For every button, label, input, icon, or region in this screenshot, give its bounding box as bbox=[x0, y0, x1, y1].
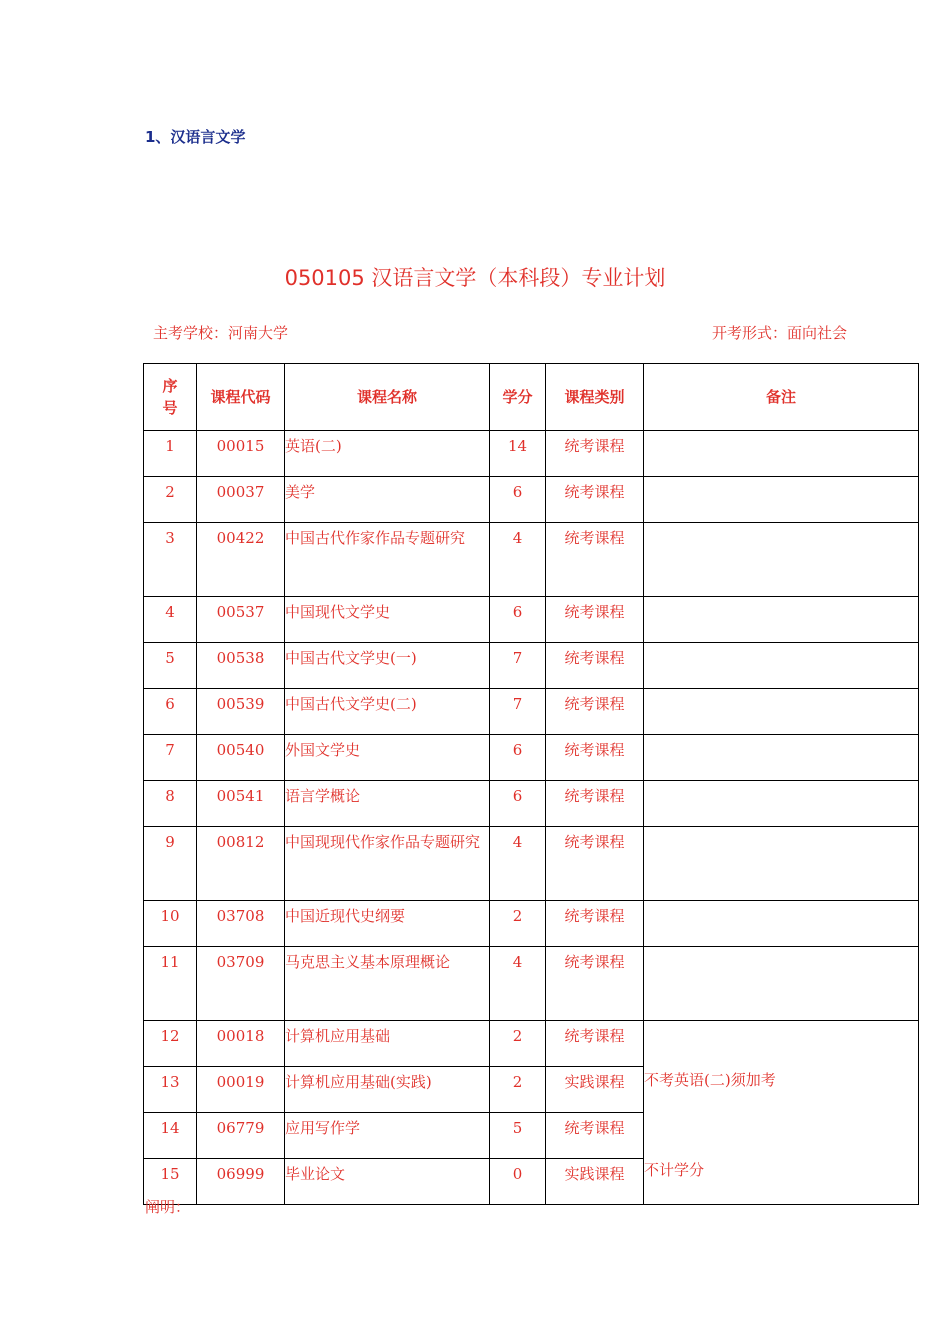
exam-school: 主考学校：河南大学 bbox=[153, 324, 289, 342]
cell-seq: 6 bbox=[144, 689, 197, 735]
cell-credit: 4 bbox=[490, 827, 546, 901]
cell-name: 毕业论文 bbox=[285, 1159, 490, 1205]
cell-category: 统考课程 bbox=[546, 1113, 644, 1159]
table-row bbox=[144, 643, 919, 689]
cell-category: 统考课程 bbox=[546, 431, 644, 477]
cell-code: 00541 bbox=[197, 781, 285, 827]
header-credit: 学分 bbox=[490, 364, 546, 431]
header-seq: 序号 bbox=[144, 364, 197, 431]
table-row bbox=[144, 947, 919, 1021]
cell-seq: 13 bbox=[144, 1067, 197, 1113]
cell-name: 英语(二) bbox=[285, 431, 490, 477]
cell-remark bbox=[644, 597, 919, 643]
cell-credit: 2 bbox=[490, 1067, 546, 1113]
cell-seq: 4 bbox=[144, 597, 197, 643]
cell-category: 统考课程 bbox=[546, 735, 644, 781]
cell-code: 00539 bbox=[197, 689, 285, 735]
remark-text: 不考英语(二)须加考 bbox=[644, 1071, 776, 1089]
cell-code: 00538 bbox=[197, 643, 285, 689]
cell-seq: 7 bbox=[144, 735, 197, 781]
cell-credit: 7 bbox=[490, 689, 546, 735]
table-row bbox=[144, 827, 919, 901]
header-category: 课程类别 bbox=[546, 364, 644, 431]
cell-seq: 15 bbox=[144, 1159, 197, 1205]
cell-remark bbox=[644, 781, 919, 827]
cell-remark bbox=[644, 643, 919, 689]
cell-remark bbox=[644, 947, 919, 1021]
exam-mode: 开考形式：面向社会 bbox=[712, 324, 848, 342]
cell-credit: 2 bbox=[490, 1021, 546, 1067]
cell-category: 统考课程 bbox=[546, 947, 644, 1021]
cell-seq: 11 bbox=[144, 947, 197, 1021]
cell-category: 实践课程 bbox=[546, 1159, 644, 1205]
cell-code: 03709 bbox=[197, 947, 285, 1021]
cell-name: 中国现代文学史 bbox=[285, 597, 490, 643]
cell-credit: 7 bbox=[490, 643, 546, 689]
cell-seq: 3 bbox=[144, 523, 197, 597]
cell-category: 统考课程 bbox=[546, 477, 644, 523]
cell-seq: 9 bbox=[144, 827, 197, 901]
cell-remark bbox=[644, 431, 919, 477]
header-name: 课程名称 bbox=[285, 364, 490, 431]
cell-seq: 8 bbox=[144, 781, 197, 827]
cell-credit: 6 bbox=[490, 735, 546, 781]
cell-remark bbox=[644, 477, 919, 523]
cell-remark bbox=[644, 689, 919, 735]
cell-seq: 10 bbox=[144, 901, 197, 947]
cell-credit: 5 bbox=[490, 1113, 546, 1159]
cell-category: 统考课程 bbox=[546, 827, 644, 901]
cell-credit: 6 bbox=[490, 781, 546, 827]
cell-credit: 0 bbox=[490, 1159, 546, 1205]
cell-credit: 6 bbox=[490, 597, 546, 643]
cell-code: 00537 bbox=[197, 597, 285, 643]
remark-text: 不计学分 bbox=[644, 1161, 705, 1179]
cell-code: 00018 bbox=[197, 1021, 285, 1067]
cell-name: 计算机应用基础(实践) bbox=[285, 1067, 490, 1113]
table-row bbox=[144, 1021, 919, 1067]
cell-seq: 12 bbox=[144, 1021, 197, 1067]
cell-category: 统考课程 bbox=[546, 1021, 644, 1067]
cell-name: 语言学概论 bbox=[285, 781, 490, 827]
table-row bbox=[144, 597, 919, 643]
cell-code: 00812 bbox=[197, 827, 285, 901]
header-remark: 备注 bbox=[644, 364, 919, 431]
cell-name: 中国古代文学史(二) bbox=[285, 689, 490, 735]
course-plan-table bbox=[143, 363, 919, 1205]
table-row bbox=[144, 689, 919, 735]
cell-seq: 1 bbox=[144, 431, 197, 477]
cell-credit: 2 bbox=[490, 901, 546, 947]
section-heading: 1、汉语言文学 bbox=[145, 128, 246, 146]
cell-remark bbox=[644, 523, 919, 597]
page-title: 050105 汉语言文学（本科段）专业计划 bbox=[284, 266, 666, 290]
cell-code: 06999 bbox=[197, 1159, 285, 1205]
cell-code: 00422 bbox=[197, 523, 285, 597]
footer-note: 阐明： bbox=[145, 1198, 191, 1216]
cell-remark bbox=[644, 735, 919, 781]
cell-code: 00015 bbox=[197, 431, 285, 477]
table-row bbox=[144, 901, 919, 947]
cell-remark-merged bbox=[644, 1021, 919, 1205]
cell-category: 实践课程 bbox=[546, 1067, 644, 1113]
table-row bbox=[144, 477, 919, 523]
cell-category: 统考课程 bbox=[546, 901, 644, 947]
cell-remark bbox=[644, 901, 919, 947]
table-header-row bbox=[144, 364, 919, 431]
cell-category: 统考课程 bbox=[546, 523, 644, 597]
cell-name: 中国近现代史纲要 bbox=[285, 901, 490, 947]
cell-name: 中国古代文学史(一) bbox=[285, 643, 490, 689]
cell-category: 统考课程 bbox=[546, 643, 644, 689]
cell-name: 中国现现代作家作品专题研究 bbox=[285, 827, 490, 901]
cell-name: 美学 bbox=[285, 477, 490, 523]
cell-code: 00019 bbox=[197, 1067, 285, 1113]
cell-code: 06779 bbox=[197, 1113, 285, 1159]
header-code: 课程代码 bbox=[197, 364, 285, 431]
table-row bbox=[144, 781, 919, 827]
cell-name: 马克思主义基本原理概论 bbox=[285, 947, 490, 1021]
cell-credit: 6 bbox=[490, 477, 546, 523]
cell-remark bbox=[644, 827, 919, 901]
cell-name: 中国古代作家作品专题研究 bbox=[285, 523, 490, 597]
cell-name: 计算机应用基础 bbox=[285, 1021, 490, 1067]
cell-credit: 14 bbox=[490, 431, 546, 477]
cell-credit: 4 bbox=[490, 523, 546, 597]
cell-code: 03708 bbox=[197, 901, 285, 947]
cell-category: 统考课程 bbox=[546, 597, 644, 643]
cell-category: 统考课程 bbox=[546, 781, 644, 827]
cell-seq: 14 bbox=[144, 1113, 197, 1159]
cell-seq: 2 bbox=[144, 477, 197, 523]
cell-seq: 5 bbox=[144, 643, 197, 689]
table-row bbox=[144, 523, 919, 597]
cell-name: 外国文学史 bbox=[285, 735, 490, 781]
cell-category: 统考课程 bbox=[546, 689, 644, 735]
table-row bbox=[144, 431, 919, 477]
cell-credit: 4 bbox=[490, 947, 546, 1021]
cell-code: 00540 bbox=[197, 735, 285, 781]
cell-code: 00037 bbox=[197, 477, 285, 523]
cell-name: 应用写作学 bbox=[285, 1113, 490, 1159]
table-row bbox=[144, 735, 919, 781]
